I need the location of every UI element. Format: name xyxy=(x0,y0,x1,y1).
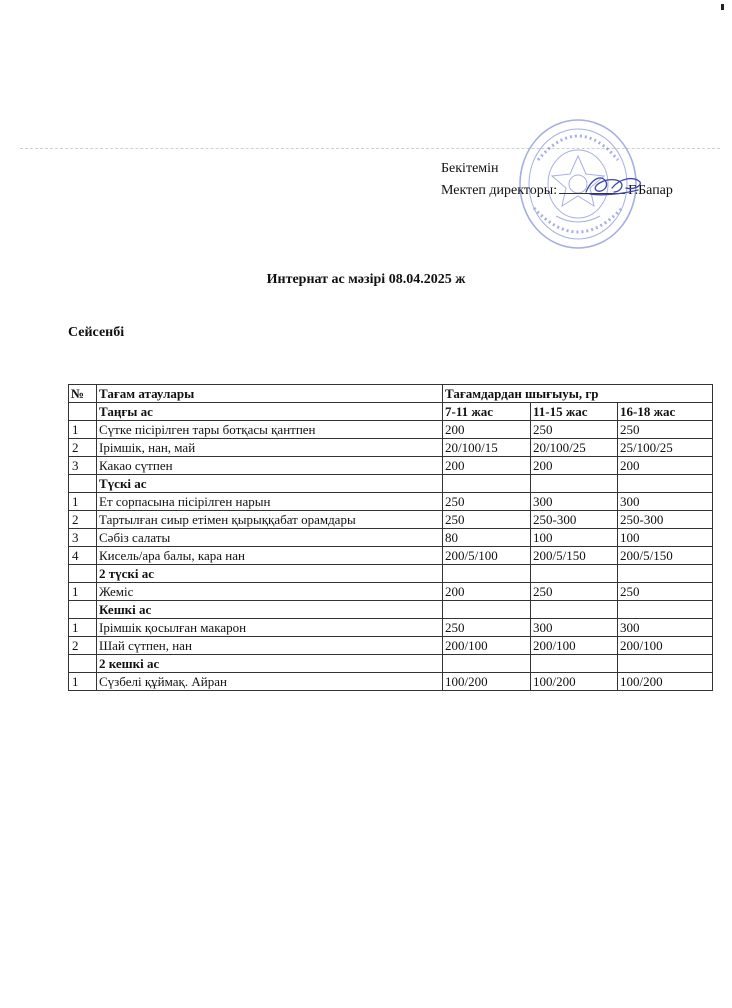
portion-value: 80 xyxy=(443,529,531,547)
portion-value: 300 xyxy=(531,493,618,511)
section-title: 2 түскі ас xyxy=(97,565,443,583)
empty-cell xyxy=(531,565,618,583)
table-row xyxy=(69,421,713,439)
portion-value: 250 xyxy=(443,511,531,529)
empty-cell xyxy=(618,475,713,493)
portion-value: 100 xyxy=(618,529,713,547)
empty-cell xyxy=(443,601,531,619)
dish-name: Тартылған сиыр етімен қырыққабат орамдары xyxy=(97,511,443,529)
dish-name: Сүтке пісірілген тары ботқасы қантпен xyxy=(97,421,443,439)
page-title: Интернат ас мәзірі 08.04.2025 ж xyxy=(266,272,466,287)
portion-value: 250-300 xyxy=(531,511,618,529)
handwritten-signature-icon xyxy=(582,172,644,198)
dish-name: Ірімшік, нан, май xyxy=(97,439,443,457)
empty-cell xyxy=(443,475,531,493)
dish-name: Жеміс xyxy=(97,583,443,601)
director-name: Г.Бапар xyxy=(628,183,673,198)
portion-value: 250 xyxy=(443,493,531,511)
table-row xyxy=(69,673,713,691)
portion-value: 25/100/25 xyxy=(618,439,713,457)
empty-cell xyxy=(618,565,713,583)
portion-value: 200 xyxy=(531,457,618,475)
section-header-row xyxy=(69,601,713,619)
portion-value: 250 xyxy=(618,583,713,601)
empty-cell xyxy=(531,601,618,619)
empty-cell xyxy=(618,601,713,619)
section-header-row xyxy=(69,565,713,583)
dish-name: Ірімшік қосылған макарон xyxy=(97,619,443,637)
portion-value: 20/100/15 xyxy=(443,439,531,457)
scan-corner-mark xyxy=(721,4,724,10)
approve-label: Бекітемін xyxy=(441,161,499,176)
table-row xyxy=(69,529,713,547)
section-number-cell xyxy=(69,655,97,673)
row-number: 1 xyxy=(69,493,97,511)
portion-value: 300 xyxy=(618,619,713,637)
section-title: 2 кешкі ас xyxy=(97,655,443,673)
table-row xyxy=(69,457,713,475)
table-row xyxy=(69,619,713,637)
portion-value: 250 xyxy=(531,583,618,601)
section-title: Таңғы ас xyxy=(97,403,443,421)
table-row xyxy=(69,637,713,655)
portion-value: 200/100 xyxy=(618,637,713,655)
empty-cell xyxy=(531,655,618,673)
column-header-number: № xyxy=(69,385,97,403)
section-title: Түскі ас xyxy=(97,475,443,493)
section-number-cell xyxy=(69,403,97,421)
portion-value: 200/100 xyxy=(531,637,618,655)
column-header-dish-name: Тағам атаулары xyxy=(97,385,443,403)
portion-value: 100/200 xyxy=(618,673,713,691)
portion-value: 300 xyxy=(531,619,618,637)
row-number: 2 xyxy=(69,637,97,655)
row-number: 2 xyxy=(69,511,97,529)
portion-value: 20/100/25 xyxy=(531,439,618,457)
portion-value: 300 xyxy=(618,493,713,511)
portion-value: 100/200 xyxy=(531,673,618,691)
portion-value: 100 xyxy=(531,529,618,547)
column-header-output: Тағамдардан шығыуы, гр xyxy=(443,385,713,403)
dish-name: Кисель/ара балы, кара нан xyxy=(97,547,443,565)
row-number: 1 xyxy=(69,583,97,601)
table-row xyxy=(69,511,713,529)
empty-cell xyxy=(443,655,531,673)
dish-name: Какао сүтпен xyxy=(97,457,443,475)
row-number: 1 xyxy=(69,673,97,691)
section-number-cell xyxy=(69,475,97,493)
portion-value: 250 xyxy=(443,619,531,637)
dish-name: Сүзбелі құймақ. Айран xyxy=(97,673,443,691)
dish-name: Шай сүтпен, нан xyxy=(97,637,443,655)
empty-cell xyxy=(531,475,618,493)
row-number: 3 xyxy=(69,529,97,547)
portion-value: 200 xyxy=(443,583,531,601)
table-row xyxy=(69,583,713,601)
section-header-row xyxy=(69,655,713,673)
dish-name: Ет сорпасына пісірілген нарын xyxy=(97,493,443,511)
empty-cell xyxy=(618,655,713,673)
row-number: 1 xyxy=(69,619,97,637)
section-number-cell xyxy=(69,565,97,583)
age-group-header: 7-11 жас xyxy=(443,403,531,421)
day-of-week: Сейсенбі xyxy=(68,325,125,340)
row-number: 3 xyxy=(69,457,97,475)
table-header-row xyxy=(69,385,713,403)
age-group-header: 11-15 жас xyxy=(531,403,618,421)
section-header-row xyxy=(69,475,713,493)
portion-value: 200/100 xyxy=(443,637,531,655)
portion-value: 200/5/150 xyxy=(531,547,618,565)
portion-value: 100/200 xyxy=(443,673,531,691)
portion-value: 200 xyxy=(618,457,713,475)
director-label: Мектеп директоры: xyxy=(441,183,558,198)
table-row xyxy=(69,439,713,457)
section-number-cell xyxy=(69,601,97,619)
portion-value: 200 xyxy=(443,421,531,439)
row-number: 4 xyxy=(69,547,97,565)
empty-cell xyxy=(443,565,531,583)
portion-value: 200 xyxy=(443,457,531,475)
row-number: 1 xyxy=(69,421,97,439)
menu-table xyxy=(68,384,713,691)
portion-value: 200/5/150 xyxy=(618,547,713,565)
table-row xyxy=(69,493,713,511)
age-group-header: 16-18 жас xyxy=(618,403,713,421)
portion-value: 250 xyxy=(531,421,618,439)
dish-name: Сәбіз салаты xyxy=(97,529,443,547)
row-number: 2 xyxy=(69,439,97,457)
section-header-row xyxy=(69,403,713,421)
section-title: Кешкі ас xyxy=(97,601,443,619)
table-row xyxy=(69,547,713,565)
portion-value: 200/5/100 xyxy=(443,547,531,565)
portion-value: 250-300 xyxy=(618,511,713,529)
portion-value: 250 xyxy=(618,421,713,439)
